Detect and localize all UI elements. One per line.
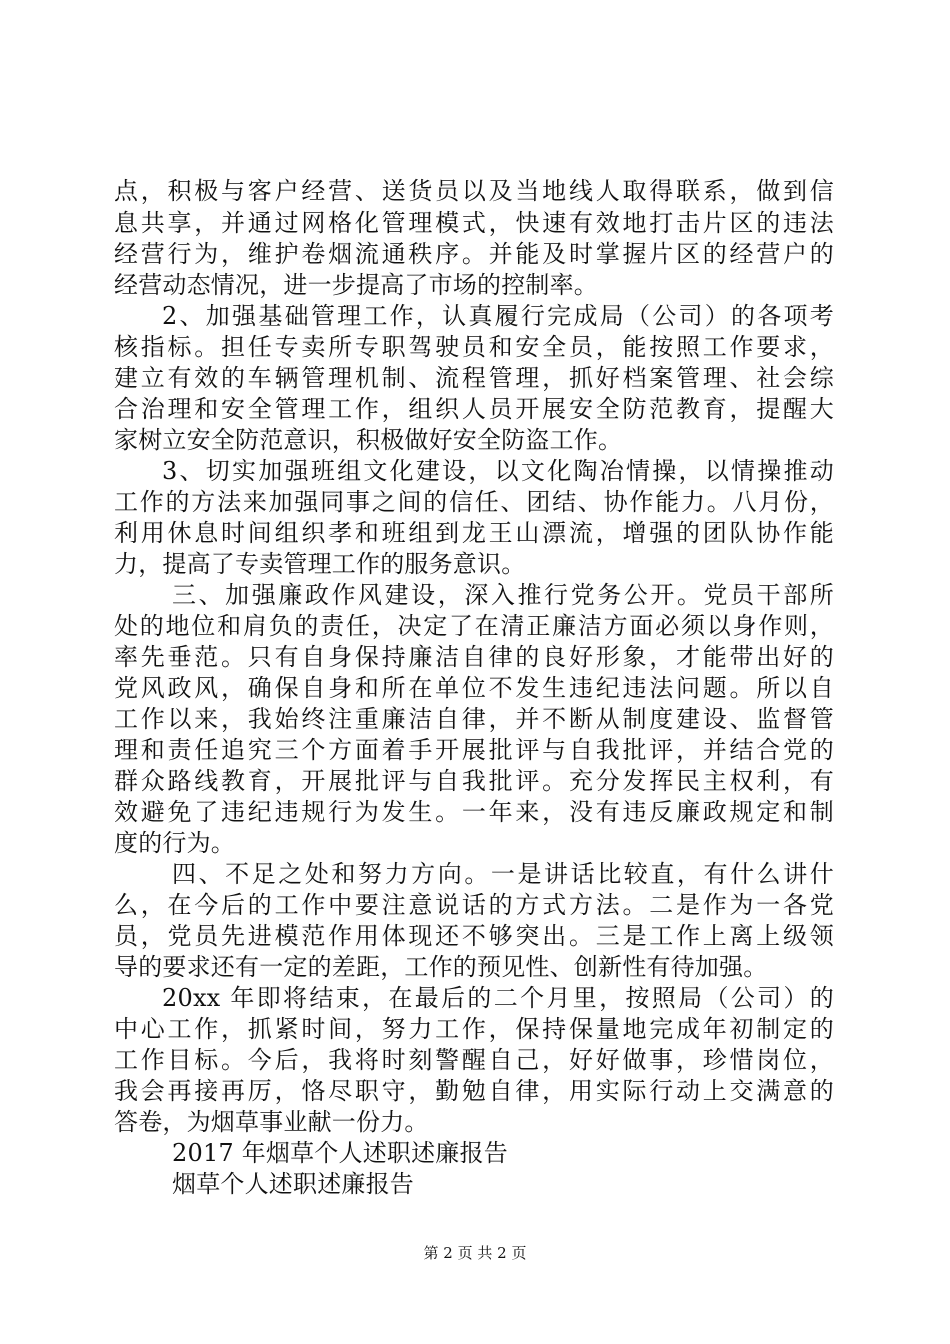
text-line: 力，提高了专卖管理工作的服务意识。 <box>114 550 526 578</box>
text-line: 效避免了违纪违规行为发生。一年来，没有违反廉政规定和制 <box>114 798 834 826</box>
text-line: 工作以来，我始终注重廉洁自律，并不断从制度建设、监督管 <box>114 705 834 733</box>
text-line: 点，积极与客户经营、送货员以及当地线人取得联系，做到信 <box>114 177 834 205</box>
text-line: 建立有效的车辆管理机制、流程管理，抓好档案管理、社会综 <box>114 364 834 392</box>
text-line: 理和责任追究三个方面着手开展批评与自我批评，并结合党的 <box>114 736 834 764</box>
text-line: 我会再接再厉，恪尽职守，勤勉自律，用实际行动上交满意的 <box>114 1077 834 1105</box>
page-number-footer: 第 2 页 共 2 页 <box>423 1244 527 1262</box>
text-line: 导的要求还有一定的差距，工作的预见性、创新性有待加强。 <box>114 953 768 981</box>
text-line: 工作的方法来加强同事之间的信任、团结、协作能力。八月份， <box>114 488 834 516</box>
text-line: 经营动态情况，进一步提高了市场的控制率。 <box>114 271 598 299</box>
text-line: 家树立安全防范意识，积极做好安全防盗工作。 <box>114 426 623 454</box>
text-line: 中心工作，抓紧时间，努力工作，保持保量地完成年初制定的 <box>114 1015 834 1043</box>
report-title-line: 2017 年烟草个人述职述廉报告 <box>172 1139 508 1167</box>
text-line: 度的行为。 <box>114 829 235 857</box>
text-line: 员，党员先进模范作用体现还不够突出。三是工作上离上级领 <box>114 922 834 950</box>
text-line: 经营行为，维护卷烟流通秩序。并能及时掌握片区的经营户的 <box>114 240 834 268</box>
text-line: 率先垂范。只有自身保持廉洁自律的良好形象，才能带出好的 <box>114 643 834 671</box>
paragraph-start-line: 2、加强基础管理工作，认真履行完成局（公司）的各项考 <box>162 302 834 330</box>
text-line: 工作目标。今后，我将时刻警醒自己，好好做事，珍惜岗位， <box>114 1046 834 1074</box>
paragraph-start-line: 3、切实加强班组文化建设，以文化陶冶情操，以情操推动 <box>162 457 834 485</box>
text-line: 答卷，为烟草事业献一份力。 <box>114 1108 429 1136</box>
text-line: 党风政风，确保自身和所在单位不发生违纪违法问题。所以自 <box>114 674 834 702</box>
text-line: 利用休息时间组织孝和班组到龙王山漂流，增强的团队协作能 <box>114 519 834 547</box>
paragraph-start-line: 三、加强廉政作风建设，深入推行党务公开。党员干部所 <box>172 581 834 609</box>
report-subtitle-line: 烟草个人述职述廉报告 <box>172 1170 414 1198</box>
text-line: 群众路线教育，开展批评与自我批评。充分发挥民主权利，有 <box>114 767 834 795</box>
text-line: 合治理和安全管理工作，组织人员开展安全防范教育，提醒大 <box>114 395 834 423</box>
text-line: 息共享，并通过网格化管理模式，快速有效地打击片区的违法 <box>114 209 834 237</box>
text-line: 核指标。担任专卖所专职驾驶员和安全员，能按照工作要求， <box>114 333 834 361</box>
paragraph-start-line: 四、不足之处和努力方向。一是讲话比较直，有什么讲什 <box>172 860 834 888</box>
text-line: 处的地位和肩负的责任，决定了在清正廉洁方面必须以身作则， <box>114 612 834 640</box>
text-line: 么，在今后的工作中要注意说话的方式方法。二是作为一各党 <box>114 891 834 919</box>
paragraph-start-line: 20xx 年即将结束，在最后的二个月里，按照局（公司）的 <box>162 984 834 1012</box>
